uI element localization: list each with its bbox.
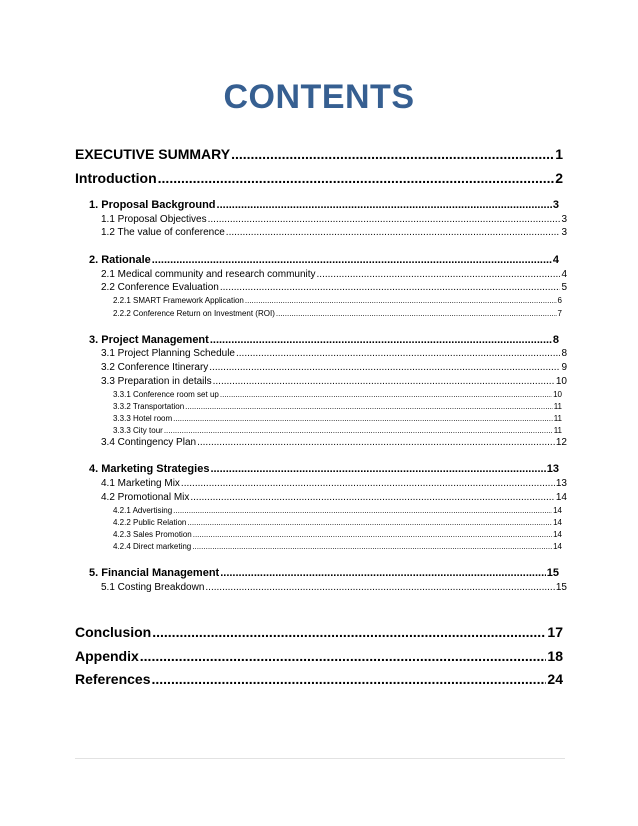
toc-entry-page: 3 xyxy=(561,227,567,238)
toc-entry-promotional-mix[interactable] xyxy=(101,492,567,503)
toc-entry-label: 4.1 Marketing Mix xyxy=(101,478,180,489)
toc-entry-page: 10 xyxy=(555,376,567,387)
toc-entry-page: 14 xyxy=(553,518,562,527)
toc-entry-label: 4. Marketing Strategies xyxy=(89,463,210,475)
toc-entry-marketing-strategies[interactable] xyxy=(89,463,559,475)
toc-entry-page: 11 xyxy=(553,414,562,423)
toc-entry-label: 3.3 Preparation in details xyxy=(101,376,212,387)
toc-entry-project-management[interactable] xyxy=(89,334,559,346)
toc-entry-appendix[interactable] xyxy=(75,648,563,664)
toc-entry-page: 10 xyxy=(553,390,562,399)
toc-entry-label: 1. Proposal Background xyxy=(89,199,216,211)
toc-entry-label: 3.1 Project Planning Schedule xyxy=(101,348,235,359)
dot-leader xyxy=(317,269,561,280)
dot-leader xyxy=(210,463,545,475)
toc-entry-rationale[interactable] xyxy=(89,254,559,266)
dot-leader xyxy=(164,426,553,435)
toc-entry-page: 11 xyxy=(553,402,562,411)
dot-leader xyxy=(173,506,552,515)
toc-entry-page: 14 xyxy=(555,492,567,503)
toc-entry-label: 4.2.1 Advertising xyxy=(113,506,173,515)
dot-leader xyxy=(193,530,552,539)
toc-entry-label: 2. Rationale xyxy=(89,254,151,266)
toc-entry-page: 8 xyxy=(561,348,567,359)
toc-entry-label: 4.2.3 Sales Promotion xyxy=(113,530,192,539)
page-title: CONTENTS xyxy=(223,78,415,116)
toc-entry-direct-marketing[interactable] xyxy=(113,542,562,551)
toc-entry-page: 15 xyxy=(555,582,567,593)
toc-entry-label: EXECUTIVE SUMMARY xyxy=(75,146,231,162)
toc-entry-label: 2.1 Medical community and research community xyxy=(101,269,316,280)
toc-entry-page: 15 xyxy=(546,567,559,579)
toc-entry-sales-promotion[interactable] xyxy=(113,530,562,539)
toc-entry-page: 12 xyxy=(555,437,567,448)
toc-entry-label: 3.2 Conference Itinerary xyxy=(101,362,209,373)
dot-leader xyxy=(245,296,557,305)
toc-entry-label: 2.2.2 Conference Return on Investment (ROI) xyxy=(113,309,275,318)
toc-entry-label: 3.3.3 City tour xyxy=(113,426,163,435)
toc-entry-executive-summary[interactable] xyxy=(75,146,563,162)
toc-entry-page: 13 xyxy=(555,478,567,489)
toc-entry-label: Conclusion xyxy=(75,624,152,640)
toc-entry-page: 9 xyxy=(561,362,567,373)
toc-entry-label: Introduction xyxy=(75,170,157,186)
toc-entry-conference-itinerary[interactable] xyxy=(101,362,567,373)
dot-leader xyxy=(213,376,555,387)
toc-entry-page: 4 xyxy=(552,254,559,266)
toc-entry-conference-room-setup[interactable] xyxy=(113,390,562,399)
footer-divider xyxy=(75,758,565,759)
toc-entry-label: 1.2 The value of conference xyxy=(101,227,225,238)
dot-leader xyxy=(140,648,547,664)
dot-leader xyxy=(220,390,552,399)
dot-leader xyxy=(192,542,552,551)
toc-entry-page: 3 xyxy=(552,199,559,211)
toc-entry-page: 5 xyxy=(561,282,567,293)
toc-entry-page: 6 xyxy=(557,296,562,305)
toc-entry-page: 24 xyxy=(547,671,563,687)
toc-entry-page: 4 xyxy=(561,269,567,280)
toc-entry-project-planning-schedule[interactable] xyxy=(101,348,567,359)
toc-entry-page: 1 xyxy=(555,146,563,162)
toc-entry-label: 3.3.3 Hotel room xyxy=(113,414,173,423)
toc-entry-advertising[interactable] xyxy=(113,506,562,515)
dot-leader xyxy=(226,227,561,238)
toc-entry-references[interactable] xyxy=(75,671,563,687)
toc-entry-costing-breakdown[interactable] xyxy=(101,582,567,593)
toc-entry-public-relation[interactable] xyxy=(113,518,562,527)
dot-leader xyxy=(152,624,546,640)
toc-entry-page: 14 xyxy=(553,530,562,539)
toc-entry-label: References xyxy=(75,671,151,687)
toc-entry-contingency-plan[interactable] xyxy=(101,437,567,448)
toc-entry-medical-community[interactable] xyxy=(101,269,567,280)
toc-entry-label: 5.1 Costing Breakdown xyxy=(101,582,205,593)
dot-leader xyxy=(197,437,555,448)
toc-entry-conclusion[interactable] xyxy=(75,624,563,640)
toc-entry-label: 1.1 Proposal Objectives xyxy=(101,214,207,225)
toc-entry-smart-framework[interactable] xyxy=(113,296,562,305)
dot-leader xyxy=(276,309,557,318)
toc-entry-city-tour[interactable] xyxy=(113,426,562,435)
toc-entry-page: 2 xyxy=(555,170,563,186)
toc-entry-page: 18 xyxy=(547,648,563,664)
toc-entry-page: 11 xyxy=(553,426,562,435)
toc-entry-hotel-room[interactable] xyxy=(113,414,562,423)
dot-leader xyxy=(210,334,552,346)
toc-entry-value-of-conference[interactable] xyxy=(101,227,567,238)
dot-leader xyxy=(236,348,560,359)
dot-leader xyxy=(217,199,552,211)
toc-entry-marketing-mix[interactable] xyxy=(101,478,567,489)
toc-entry-page: 7 xyxy=(557,309,562,318)
toc-entry-page: 3 xyxy=(561,214,567,225)
dot-leader xyxy=(208,214,561,225)
dot-leader xyxy=(173,414,553,423)
toc-entry-label: 3.3.1 Conference room set up xyxy=(113,390,219,399)
toc-entry-proposal-objectives[interactable] xyxy=(101,214,567,225)
dot-leader xyxy=(185,402,553,411)
dot-leader xyxy=(152,671,547,687)
toc-entry-page: 13 xyxy=(546,463,559,475)
toc-entry-label: Appendix xyxy=(75,648,139,664)
toc-entry-label: 5. Financial Management xyxy=(89,567,220,579)
toc-entry-label: 3.3.2 Transportation xyxy=(113,402,185,411)
toc-entry-label: 4.2.4 Direct marketing xyxy=(113,542,192,551)
toc-entry-label: 2.2.1 SMART Framework Application xyxy=(113,296,244,305)
toc-entry-page: 8 xyxy=(552,334,559,346)
toc-entry-label: 4.2 Promotional Mix xyxy=(101,492,190,503)
toc-entry-conference-roi[interactable] xyxy=(113,309,562,318)
toc-entry-label: 4.2.2 Public Relation xyxy=(113,518,187,527)
toc-entry-label: 3. Project Management xyxy=(89,334,209,346)
dot-leader xyxy=(231,146,554,162)
dot-leader xyxy=(152,254,552,266)
dot-leader xyxy=(220,567,546,579)
toc-entry-page: 14 xyxy=(553,542,562,551)
dot-leader xyxy=(220,282,561,293)
dot-leader xyxy=(187,518,552,527)
toc-entry-financial-management[interactable] xyxy=(89,567,559,579)
dot-leader xyxy=(190,492,555,503)
toc-entry-page: 14 xyxy=(553,506,562,515)
dot-leader xyxy=(181,478,555,489)
dot-leader xyxy=(158,170,555,186)
toc-entry-label: 3.4 Contingency Plan xyxy=(101,437,197,448)
dot-leader xyxy=(205,582,554,593)
toc-entry-introduction[interactable] xyxy=(75,170,563,186)
toc-entry-label: 2.2 Conference Evaluation xyxy=(101,282,219,293)
dot-leader xyxy=(209,362,560,373)
toc-entry-proposal-background[interactable] xyxy=(89,199,559,211)
toc-entry-page: 17 xyxy=(547,624,563,640)
toc-entry-transportation[interactable] xyxy=(113,402,562,411)
toc-entry-conference-evaluation[interactable] xyxy=(101,282,567,293)
toc-entry-preparation-in-details[interactable] xyxy=(101,376,567,387)
